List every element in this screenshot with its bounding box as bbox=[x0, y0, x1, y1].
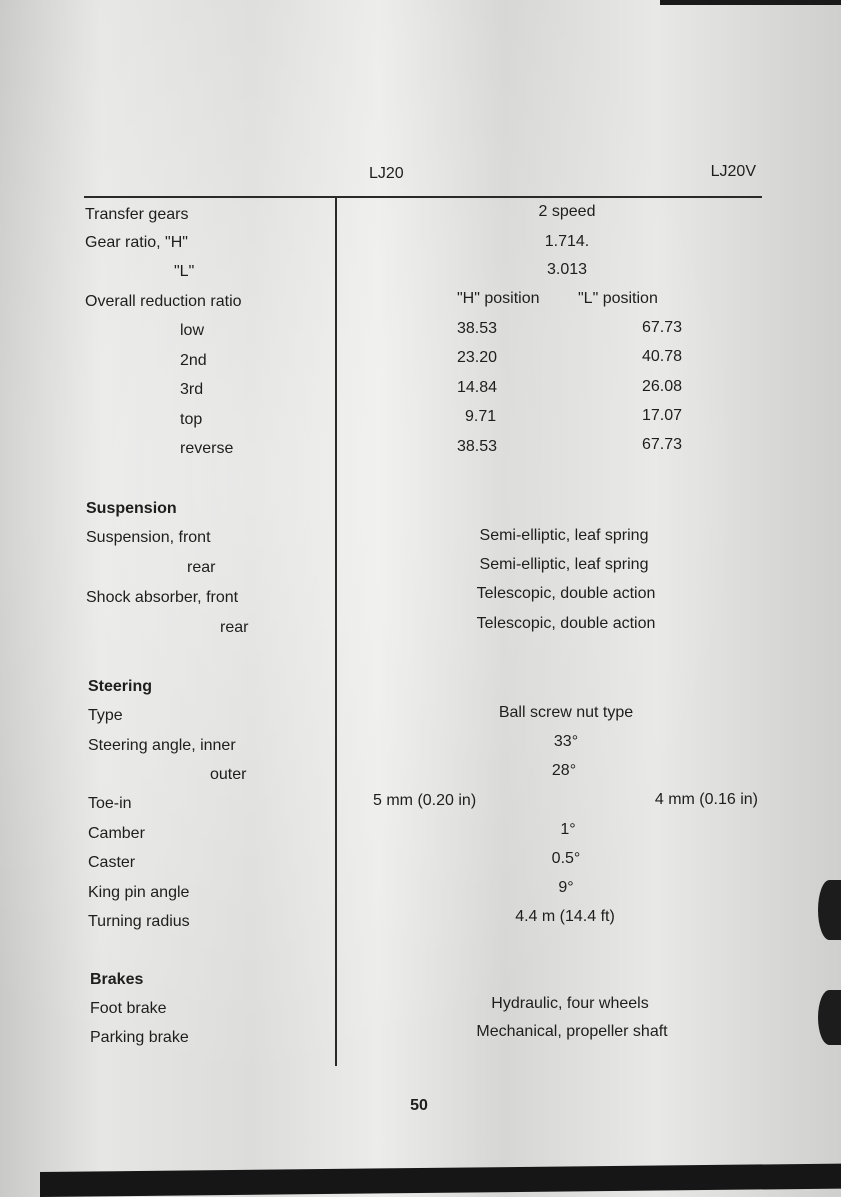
table-header-rule bbox=[84, 196, 762, 198]
spec-label: Foot brake bbox=[90, 1000, 167, 1017]
spec-label: Parking brake bbox=[90, 1029, 189, 1046]
scan-edge-top bbox=[660, 0, 841, 5]
scan-blot bbox=[818, 990, 841, 1045]
spec-value: 1.714. bbox=[544, 233, 590, 250]
ratio-l: 67.73 bbox=[641, 436, 682, 453]
ratio-l: 17.07 bbox=[641, 407, 682, 424]
section-heading-steering: Steering bbox=[88, 678, 153, 695]
ratio-h: 9.71 bbox=[465, 408, 497, 425]
spec-label: outer bbox=[210, 766, 247, 783]
section-heading-suspension: Suspension bbox=[86, 500, 177, 517]
spec-value: Semi-elliptic, leaf spring bbox=[479, 527, 649, 544]
spec-label: Transfer gears bbox=[85, 206, 189, 223]
spec-value: 33° bbox=[553, 733, 579, 750]
spec-value: 4.4 m (14.4 ft) bbox=[515, 908, 615, 925]
spec-value: 0.5° bbox=[551, 850, 581, 867]
scan-edge-bottom bbox=[40, 1164, 841, 1197]
position-header-l: "L" position bbox=[578, 290, 658, 307]
ratio-h: 23.20 bbox=[457, 349, 498, 366]
spec-value: Telescopic, double action bbox=[476, 615, 656, 632]
column-header-lj20v: LJ20V bbox=[710, 163, 756, 180]
gear-label: 3rd bbox=[180, 381, 204, 398]
spec-label: Toe-in bbox=[88, 795, 132, 812]
spec-value: Mechanical, propeller shaft bbox=[476, 1023, 668, 1040]
ratio-h: 38.53 bbox=[457, 438, 498, 455]
spec-label: rear bbox=[220, 619, 249, 636]
spec-label: Turning radius bbox=[88, 913, 190, 930]
page-number: 50 bbox=[410, 1097, 428, 1114]
spec-value: 3.013 bbox=[546, 261, 588, 278]
toe-in-lj20: 5 mm (0.20 in) bbox=[373, 792, 477, 809]
spec-label: "L" bbox=[174, 263, 195, 280]
spec-value: Telescopic, double action bbox=[476, 585, 656, 602]
spec-value: 2 speed bbox=[538, 203, 596, 220]
spec-value: 28° bbox=[551, 762, 577, 779]
gear-label: low bbox=[180, 322, 205, 339]
ratio-l: 67.73 bbox=[641, 319, 682, 336]
spec-label: Overall reduction ratio bbox=[85, 293, 242, 310]
spec-value: Hydraulic, four wheels bbox=[491, 995, 649, 1012]
ratio-h: 14.84 bbox=[457, 379, 498, 396]
scan-blot bbox=[818, 880, 841, 940]
position-header-h: "H" position bbox=[457, 290, 540, 307]
column-header-lj20: LJ20 bbox=[369, 165, 404, 182]
section-heading-brakes: Brakes bbox=[90, 971, 144, 988]
column-divider bbox=[335, 196, 337, 1066]
spec-label: Camber bbox=[88, 825, 145, 842]
ratio-l: 26.08 bbox=[641, 378, 682, 395]
spec-label: rear bbox=[187, 559, 216, 576]
spec-value: Semi-elliptic, leaf spring bbox=[479, 556, 649, 573]
ratio-h: 38.53 bbox=[457, 320, 498, 337]
spec-label: Shock absorber, front bbox=[86, 589, 239, 606]
gear-label: top bbox=[180, 411, 203, 428]
spec-label: King pin angle bbox=[88, 884, 190, 901]
toe-in-lj20v: 4 mm (0.16 in) bbox=[654, 791, 758, 808]
ratio-l: 40.78 bbox=[641, 348, 682, 365]
gear-label: 2nd bbox=[180, 352, 207, 369]
spec-value: 9° bbox=[558, 879, 574, 896]
gear-label: reverse bbox=[180, 440, 234, 457]
spec-label: Suspension, front bbox=[86, 529, 211, 546]
spec-value: Ball screw nut type bbox=[498, 704, 634, 721]
spec-value: 1° bbox=[560, 821, 576, 838]
spec-label: Steering angle, inner bbox=[88, 737, 236, 754]
spec-label: Type bbox=[88, 707, 123, 724]
spec-label: Gear ratio, "H" bbox=[85, 234, 188, 251]
spec-label: Caster bbox=[88, 854, 136, 871]
